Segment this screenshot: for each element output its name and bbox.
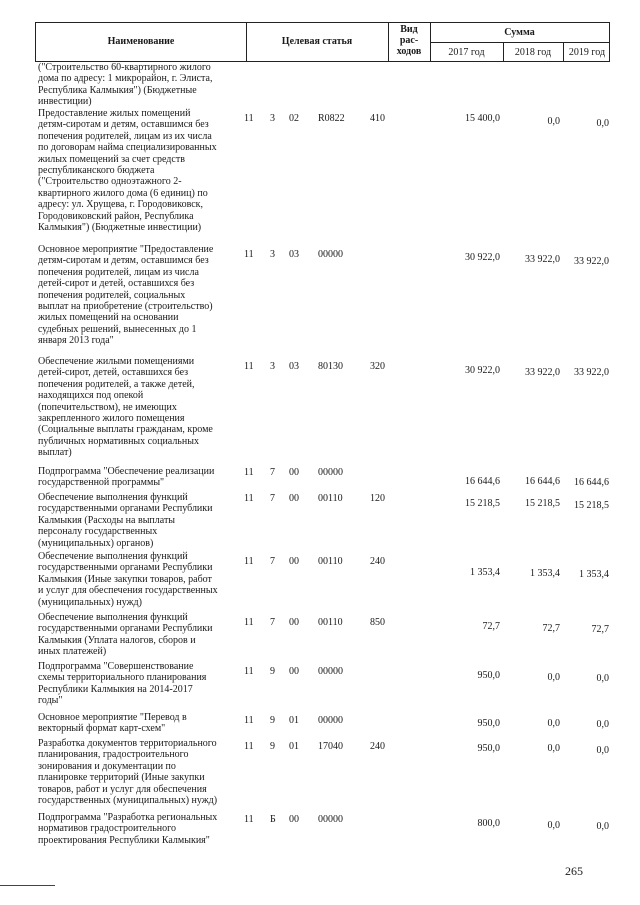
header-2017: 2017 год xyxy=(448,47,485,58)
row-vid: 240 xyxy=(370,556,385,567)
row-code-4: 00000 xyxy=(318,666,343,677)
row-2019: 0,0 xyxy=(596,118,609,129)
row-code-1: 11 xyxy=(244,361,254,372)
row-2017: 15 218,5 xyxy=(465,498,500,509)
header-target: Целевая статья xyxy=(281,36,353,47)
row-vid: 320 xyxy=(370,361,385,372)
row-code-1: 11 xyxy=(244,556,254,567)
header-2019: 2019 год xyxy=(568,47,606,58)
row-2017: 800,0 xyxy=(477,818,500,829)
row-code-1: 11 xyxy=(244,666,254,677)
row-code-1: 11 xyxy=(244,249,254,260)
row-code-4: R0822 xyxy=(318,113,345,124)
row-name: Разработка документов территориального планирования, градостроительного зонирования и документации по планировке территорий (Иные закупки товаров, работ и услуг для обеспечения государственных (муниципальных) нужд) xyxy=(38,738,218,807)
row-code-4: 00110 xyxy=(318,556,343,567)
row-2019: 15 218,5 xyxy=(574,500,609,511)
row-code-3: 03 xyxy=(289,361,299,372)
row-code-4: 00000 xyxy=(318,715,343,726)
row-code-2: 3 xyxy=(270,361,275,372)
row-2017: 1 353,4 xyxy=(470,567,500,578)
page-number: 265 xyxy=(565,864,583,878)
row-code-3: 00 xyxy=(289,814,299,825)
row-code-2: 3 xyxy=(270,249,275,260)
row-name: Основное мероприятие "Перевод в векторный формат карт-схем" xyxy=(38,712,187,735)
row-2018: 1 353,4 xyxy=(530,568,560,579)
row-name: ("Строительство 60-квартирного жилого дома по адресу: 1 микрорайон, г. Элиста, Республика Калмыкия") (Бюджетные инвестиции) xyxy=(38,62,213,108)
row-2019: 0,0 xyxy=(596,745,609,756)
row-name: Подпрограмма "Обеспечение реализации государственной программы" xyxy=(38,466,215,489)
row-2018: 0,0 xyxy=(547,672,560,683)
row-code-2: 7 xyxy=(270,493,275,504)
row-name: Обеспечение выполнения функций государственными органами Республики Калмыкия (Уплата налогов, сборов и иных платежей) xyxy=(38,612,213,658)
row-2017: 16 644,6 xyxy=(465,476,500,487)
table-header xyxy=(35,22,610,62)
row-code-3: 03 xyxy=(289,249,299,260)
row-2018: 72,7 xyxy=(542,623,560,634)
row-code-3: 01 xyxy=(289,741,299,752)
row-2017: 72,7 xyxy=(482,621,500,632)
row-name: Обеспечение выполнения функций государственными органами Республики Калмыкия (Расходы на выплаты персоналу государственных (муниципальных) органов) xyxy=(38,492,213,549)
row-code-2: 9 xyxy=(270,715,275,726)
row-2018: 33 922,0 xyxy=(525,254,560,265)
row-code-3: 00 xyxy=(289,556,299,567)
row-code-3: 00 xyxy=(289,666,299,677)
row-code-1: 11 xyxy=(244,814,254,825)
row-name: Обеспечение жилыми помещениями детей-сирот, детей, оставшихся без попечения родителей, а также детей, находящихся под опекой (попечительством), не имеющих закрепленного жилого помещения (Социальные выплаты гражданам, кроме публичных нормативных социальных выплат) xyxy=(38,356,213,459)
row-name: Подпрограмма "Совершенствование схемы территориального планирования Республики Калмыкия на 2014-2017 годы" xyxy=(38,661,207,707)
row-vid: 410 xyxy=(370,113,385,124)
row-name: Предоставление жилых помещений детям-сиротам и детям, оставшимся без попечения родителей, лицам из их числа по договорам найма специализированных жилых помещений за счет средств республиканского бюджета ("Строительство одноэтажного 2- квартирного жилого дома (6 единиц) по адресу: ул. Хрущева, г. Городовиковск, Городовиковский район, Республика Калмыкия") (Бюджетные инвестиции) xyxy=(38,108,217,234)
row-code-3: 00 xyxy=(289,467,299,478)
row-vid: 240 xyxy=(370,741,385,752)
row-2018: 0,0 xyxy=(547,718,560,729)
header-sum: Сумма xyxy=(504,27,535,38)
row-code-2: 9 xyxy=(270,666,275,677)
row-code-3: 00 xyxy=(289,493,299,504)
row-code-2: 9 xyxy=(270,741,275,752)
row-code-1: 11 xyxy=(244,617,254,628)
row-code-4: 00110 xyxy=(318,493,343,504)
row-code-1: 11 xyxy=(244,467,254,478)
row-vid: 850 xyxy=(370,617,385,628)
row-2019: 0,0 xyxy=(596,673,609,684)
row-2017: 30 922,0 xyxy=(465,365,500,376)
row-code-4: 80130 xyxy=(318,361,343,372)
row-code-2: 7 xyxy=(270,617,275,628)
row-vid: 120 xyxy=(370,493,385,504)
row-2017: 15 400,0 xyxy=(465,113,500,124)
row-code-2: Б xyxy=(270,814,276,825)
row-2019: 33 922,0 xyxy=(574,256,609,267)
row-2019: 1 353,4 xyxy=(579,569,609,580)
row-2018: 0,0 xyxy=(547,820,560,831)
footer-rule xyxy=(0,885,55,886)
row-2017: 950,0 xyxy=(477,718,500,729)
header-vid: Вид рас- ходов xyxy=(396,24,422,57)
row-2018: 33 922,0 xyxy=(525,367,560,378)
row-2017: 950,0 xyxy=(477,670,500,681)
row-2019: 0,0 xyxy=(596,821,609,832)
row-2018: 0,0 xyxy=(547,743,560,754)
row-code-3: 01 xyxy=(289,715,299,726)
row-name: Основное мероприятие "Предоставление детям-сиротам и детям, оставшимся без попечения родителей, лицам из числа детей-сирот и детей, оставшихся без попечения родителей, социальных выплат на приобретение (строительство) жилых помещений на основании судебных решений, вынесенных до 1 января 2013 года" xyxy=(38,244,214,347)
row-code-3: 02 xyxy=(289,113,299,124)
row-2018: 15 218,5 xyxy=(525,498,560,509)
row-code-1: 11 xyxy=(244,715,254,726)
row-code-2: 7 xyxy=(270,467,275,478)
row-code-4: 17040 xyxy=(318,741,343,752)
row-2019: 0,0 xyxy=(596,719,609,730)
row-2017: 950,0 xyxy=(477,743,500,754)
row-code-4: 00000 xyxy=(318,467,343,478)
row-code-1: 11 xyxy=(244,741,254,752)
row-name: Подпрограмма "Разработка региональных нормативов градостроительного проектирования Республики Калмыкия" xyxy=(38,812,218,846)
row-2018: 0,0 xyxy=(547,116,560,127)
row-code-1: 11 xyxy=(244,113,254,124)
row-name: Обеспечение выполнения функций государственными органами Республики Калмыкия (Иные закупки товаров, работ и услуг для обеспечения государственных (муниципальных) нужд) xyxy=(38,551,218,608)
row-code-4: 00000 xyxy=(318,249,343,260)
row-code-3: 00 xyxy=(289,617,299,628)
row-code-4: 00000 xyxy=(318,814,343,825)
row-2019: 72,7 xyxy=(591,624,609,635)
row-code-2: 7 xyxy=(270,556,275,567)
row-code-2: 3 xyxy=(270,113,275,124)
header-name: Наименование xyxy=(107,36,175,47)
row-code-1: 11 xyxy=(244,493,254,504)
header-2018: 2018 год xyxy=(514,47,552,58)
row-2017: 30 922,0 xyxy=(465,252,500,263)
row-code-4: 00110 xyxy=(318,617,343,628)
row-2019: 16 644,6 xyxy=(574,477,609,488)
row-2019: 33 922,0 xyxy=(574,367,609,378)
row-2018: 16 644,6 xyxy=(525,476,560,487)
